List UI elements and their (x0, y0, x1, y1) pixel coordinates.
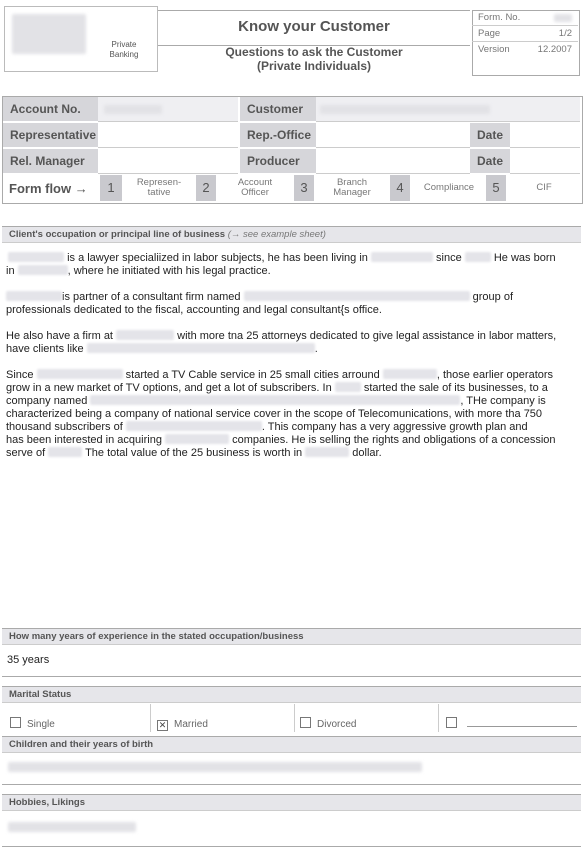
redacted-text (335, 382, 361, 392)
flow-step-text-line: Represen- (136, 177, 182, 188)
experience-value[interactable]: 35 years (7, 654, 50, 666)
redacted-text (37, 369, 123, 379)
occupation-text-span: started a TV Cable service in 25 small cities arround (125, 369, 380, 381)
redacted-text (8, 252, 64, 262)
customer-redacted (320, 105, 490, 114)
subtitle-line-1: Questions to ask the Customer (225, 45, 403, 59)
redacted-text (90, 395, 460, 405)
subtitle-line-2: (Private Individuals) (256, 59, 372, 73)
occupation-text-span: group of (472, 291, 514, 303)
occupation-text-span: , where he initiated with his legal practice. (67, 265, 271, 277)
date-label: Date (470, 149, 510, 174)
flow-step-5-num: 5 (486, 175, 506, 201)
account-no-redacted (104, 105, 162, 114)
meta-form-no-value (554, 14, 572, 22)
occupation-text-span: He also have a firm at (6, 330, 113, 342)
representative-field[interactable] (98, 123, 238, 148)
marital-option-divorced[interactable] (300, 714, 356, 732)
occupation-text-span: companies. He is selling the rights and obligations of a concession (232, 434, 556, 446)
meta-form-no (472, 10, 578, 26)
redacted-text (244, 291, 470, 301)
redacted-text (87, 343, 315, 353)
producer-field[interactable] (316, 149, 470, 174)
date-field[interactable] (510, 149, 580, 174)
representative-label: Representative (3, 123, 98, 148)
customer-field[interactable] (316, 97, 580, 122)
occupation-text-span: The total value of the 25 business is worth in (85, 447, 303, 459)
occupation-text-span: has been interested in acquiring (6, 434, 162, 446)
flow-step-2-text (218, 178, 292, 198)
flow-step-text-line: tative (147, 187, 171, 198)
divider (294, 704, 295, 732)
occupation-text-span: is a lawyer specialiized in labor subjects, he has been living in (67, 252, 368, 264)
occupation-heading-text: Client's occupation or principal line of business (9, 229, 226, 240)
flow-step-4-num: 4 (390, 175, 410, 201)
page-subtitle (158, 45, 470, 73)
flow-step-3-num: 3 (294, 175, 314, 201)
divider (150, 704, 151, 732)
occupation-text-span: characterized being a company of national service cover in the scope of Telecomunications, with more tha 750 (6, 408, 543, 420)
meta-version (472, 42, 578, 57)
experience-heading: How many years of experience in the stated occupation/business (2, 628, 581, 645)
hobbies-redacted (8, 822, 136, 832)
occupation-text-span: company named (6, 395, 88, 407)
account-no-label: Account No. (3, 97, 98, 122)
other-checkbox[interactable] (446, 717, 457, 728)
redacted-text (126, 421, 262, 431)
divider (438, 704, 439, 732)
occupation-text-span: started the sale of its businesses, to a (363, 382, 548, 394)
date-field[interactable] (510, 123, 580, 148)
children-heading: Children and their years of birth (2, 736, 581, 753)
redacted-text (383, 369, 437, 379)
rep-office-label: Rep.-Office (240, 123, 316, 148)
occupation-text-span: serve of (6, 447, 46, 459)
redacted-text (48, 447, 82, 457)
account-no-field[interactable] (98, 97, 238, 122)
logo-caption (100, 40, 148, 60)
hobbies-heading: Hobbies, Likings (2, 794, 581, 811)
occupation-text-span: dollar. (352, 447, 382, 459)
redacted-text (371, 252, 433, 262)
rep-office-field[interactable] (316, 123, 470, 148)
flow-step-4-text: Compliance (423, 182, 475, 193)
customer-label: Customer (240, 97, 316, 122)
flow-step-3-text (316, 178, 388, 198)
occupation-text-span: with more tna 25 attorneys dedicated to give legal assistance in labor matters, (177, 330, 557, 342)
occupation-text-span: have clients like (6, 343, 84, 355)
redacted-text (6, 291, 62, 301)
flow-step-text-line: Officer (241, 187, 269, 198)
occupation-text-span: grow in a new market of TV options, and get a lot of subscribers. In (6, 382, 332, 394)
meta-key: Page (478, 28, 501, 39)
flow-step-text-line: Account (237, 177, 273, 188)
flow-step-text-line: Branch (336, 177, 368, 188)
meta-page (472, 26, 578, 42)
divorced-checkbox[interactable] (300, 717, 311, 728)
meta-value: 1/2 (558, 28, 572, 39)
redacted-text (165, 434, 229, 444)
logo-text-banking: Banking (109, 50, 139, 59)
logo-text-private: Private (111, 40, 137, 49)
redacted-text (305, 447, 349, 457)
occupation-text-span: . This company has a very aggressive growth plan and (261, 421, 528, 433)
occupation-note: (→ see example sheet) (227, 229, 326, 240)
flow-step-1-text (124, 178, 194, 198)
rel-manager-label: Rel. Manager (3, 149, 98, 174)
marital-heading: Marital Status (2, 686, 581, 703)
meta-key: Form. No. (478, 12, 521, 23)
marital-option-married[interactable] (157, 714, 208, 732)
other-blank-line[interactable] (467, 726, 577, 727)
occupation-text-span: He was born (493, 252, 556, 264)
redacted-text (18, 265, 68, 275)
flow-step-5-text: CIF (536, 182, 552, 193)
occupation-text-span: , those earlier operators (436, 369, 554, 381)
married-label: Married (174, 719, 208, 730)
form-flow-label: Form flow → (9, 181, 88, 196)
children-redacted (8, 762, 422, 772)
experience-divider (2, 676, 581, 677)
divorced-label: Divorced (317, 719, 357, 730)
occupation-text (6, 252, 576, 473)
producer-label: Producer (240, 149, 316, 174)
page-title: Know your Customer (238, 18, 390, 35)
occupation-text-span: professionals dedicated to the fiscal, accounting and legal consultant{s office. (6, 304, 382, 316)
marital-option-single[interactable] (10, 714, 55, 732)
marital-option-other[interactable] (446, 714, 577, 732)
flow-step-1-num: 1 (100, 175, 122, 201)
children-divider (2, 784, 581, 785)
single-label: Single (27, 719, 55, 730)
flow-step-2-num: 2 (196, 175, 216, 201)
bank-logo (12, 14, 86, 54)
single-checkbox[interactable] (10, 717, 21, 728)
occupation-text-span: is partner of a consultant firm named (62, 291, 241, 303)
occupation-text-span: since (436, 252, 462, 264)
rel-manager-field[interactable] (98, 149, 238, 174)
redacted-text (465, 252, 491, 262)
occupation-text-span: in (6, 265, 15, 277)
occupation-heading (2, 226, 581, 243)
flow-step-text-line: Manager (333, 187, 371, 198)
occupation-text-span: , THe company is (460, 395, 546, 407)
redacted-text (116, 330, 174, 340)
occupation-text-span: Since (6, 369, 34, 381)
hobbies-divider (2, 846, 581, 847)
date-label: Date (470, 123, 510, 148)
occupation-text-span: thousand subscribers of (6, 421, 123, 433)
occupation-text-span: . (314, 343, 318, 355)
married-checkbox[interactable]: ✕ (158, 720, 167, 730)
meta-value: 12.2007 (537, 44, 572, 55)
meta-key: Version (478, 44, 510, 55)
